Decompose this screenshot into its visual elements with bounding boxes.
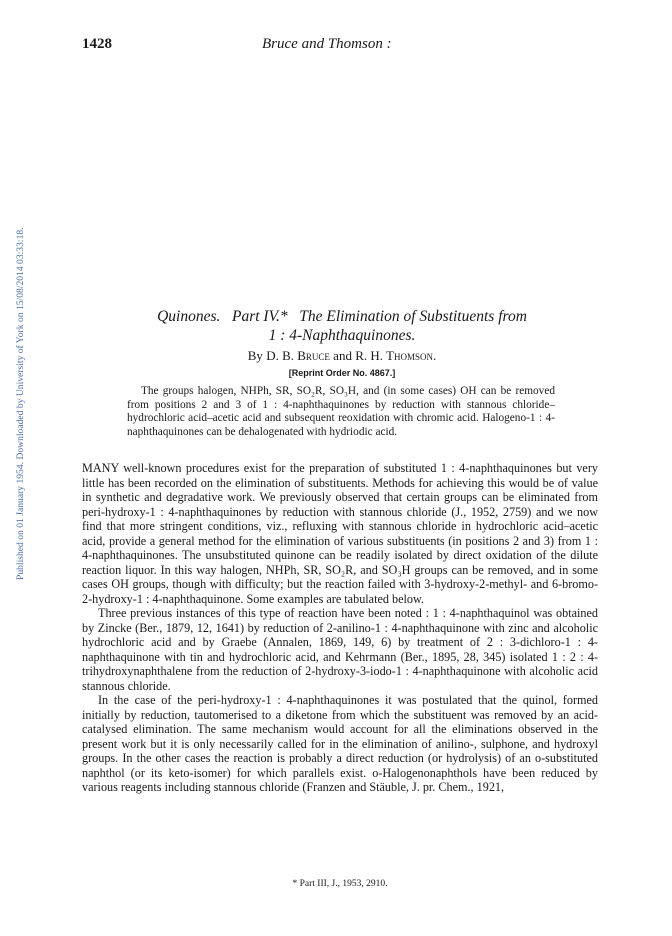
- author-2: R. H. Thomson.: [355, 348, 437, 363]
- footnote: * Part III, J., 1953, 2910.: [292, 879, 388, 889]
- title-line-2: 1 : 4-Naphthaquinones.: [268, 327, 416, 344]
- author-1: D. B. Bruce: [266, 348, 330, 363]
- body-paragraph-1: MANY well-known procedures exist for the preparation of substituted 1 : 4-naphthaquinones but very little has been recorded on the elimination of substituents. Methods for achieving this would be of value in synthetic and degradative work. We previously observed that certain groups can be eliminated from peri-hydroxy-1 : 4-naphthaquinones by reduction with stannous chloride (J., 1952, 2759) and we now find that more stringent conditions, viz., refluxing with stannous chloride in hydrochloric acid–acetic acid, provide a general method for the elimination of various substituents (in positions 2 and 3) from 1 : 4-naphthaquinones. The unsubstituted quinone can be readily isolated by direct oxidation of the dilute reaction liquor. In this way halogen, NHPh, SR, SO₂R, and SO₃H groups can be removed, and in some cases OH groups, though with difficulty; but the reaction failed with 3-hydroxy-2-methyl- and 6-bromo-2-hydroxy-1 : 4-naphthaquinone. Some examples are tabulated below.: [82, 461, 598, 606]
- download-notice-text: Published on 01 January 1954. Downloaded by University of York on 15/08/2014 03:33:18.: [15, 227, 26, 580]
- body-paragraph-3: In the case of the peri-hydroxy-1 : 4-naphthaquinones it was postulated that the quinol, formed initially by reduction, tautomerised to a diketone from which the substituent was removed by an acid-catalysed elimination. The same mechanism would account for all the eliminations observed in the present work but it is only necessarily called for in the elimination of anilino-, sulphone, and hydroxyl groups. In the other cases the reaction is probably a direct reduction (or hydrolysis) of an o-substituted naphthol (or its keto-isomer) for which parallels exist. o-Halogenonaphthols have been reduced by various reagents including stannous chloride (Franzen and Stäuble, J. pr. Chem., 1921,: [82, 693, 598, 794]
- reprint-order: [Reprint Order No. 4867.]: [288, 368, 396, 378]
- article-title: [82, 307, 602, 345]
- body-paragraph-2: Three previous instances of this type of reaction have been noted : 1 : 4-naphthaquinol was obtained by Zincke (Ber., 1879, 12, 1641) by reduction of 2-anilino-1 : 4-naphthaquinone with zinc and alcoholic hydrochloric acid and by Graebe (Annalen, 1869, 149, 6) by treatment of 2 : 3-dichloro-1 : 4-naphthaquinone with tin and hydrochloric acid, and Kehrmann (Ber., 1895, 28, 345) isolated 1 : 2 : 4-trihydroxynaphthalene from the reduction of 2-hydroxy-3-iodo-1 : 4-naphthaquinone with alcoholic acid stannous chloride.: [82, 606, 598, 693]
- running-head: Bruce and Thomson :: [262, 36, 392, 52]
- abstract-text: The groups halogen, NHPh, SR, SO₂R, SO₃H, and (in some cases) OH can be removed from positions 2 and 3 of 1 : 4-naphthaquinones by reduction with stannous chloride–hydrochloric acid–acetic acid and subsequent reoxidation with chromic acid. Halogeno-1 : 4-naphthaquinones can be dehalogenated with hydriodic acid.: [127, 385, 555, 438]
- download-notice: [2, 160, 26, 580]
- author-and: and: [333, 348, 352, 363]
- page-header: [82, 36, 602, 56]
- abstract: [127, 385, 555, 439]
- title-line-1: Quinones. Part IV.* The Elimination of Substituents from: [157, 308, 527, 325]
- page-number: 1428: [82, 36, 112, 52]
- article-body: [82, 461, 598, 795]
- author-line: [82, 348, 602, 364]
- author-by: By: [247, 348, 263, 363]
